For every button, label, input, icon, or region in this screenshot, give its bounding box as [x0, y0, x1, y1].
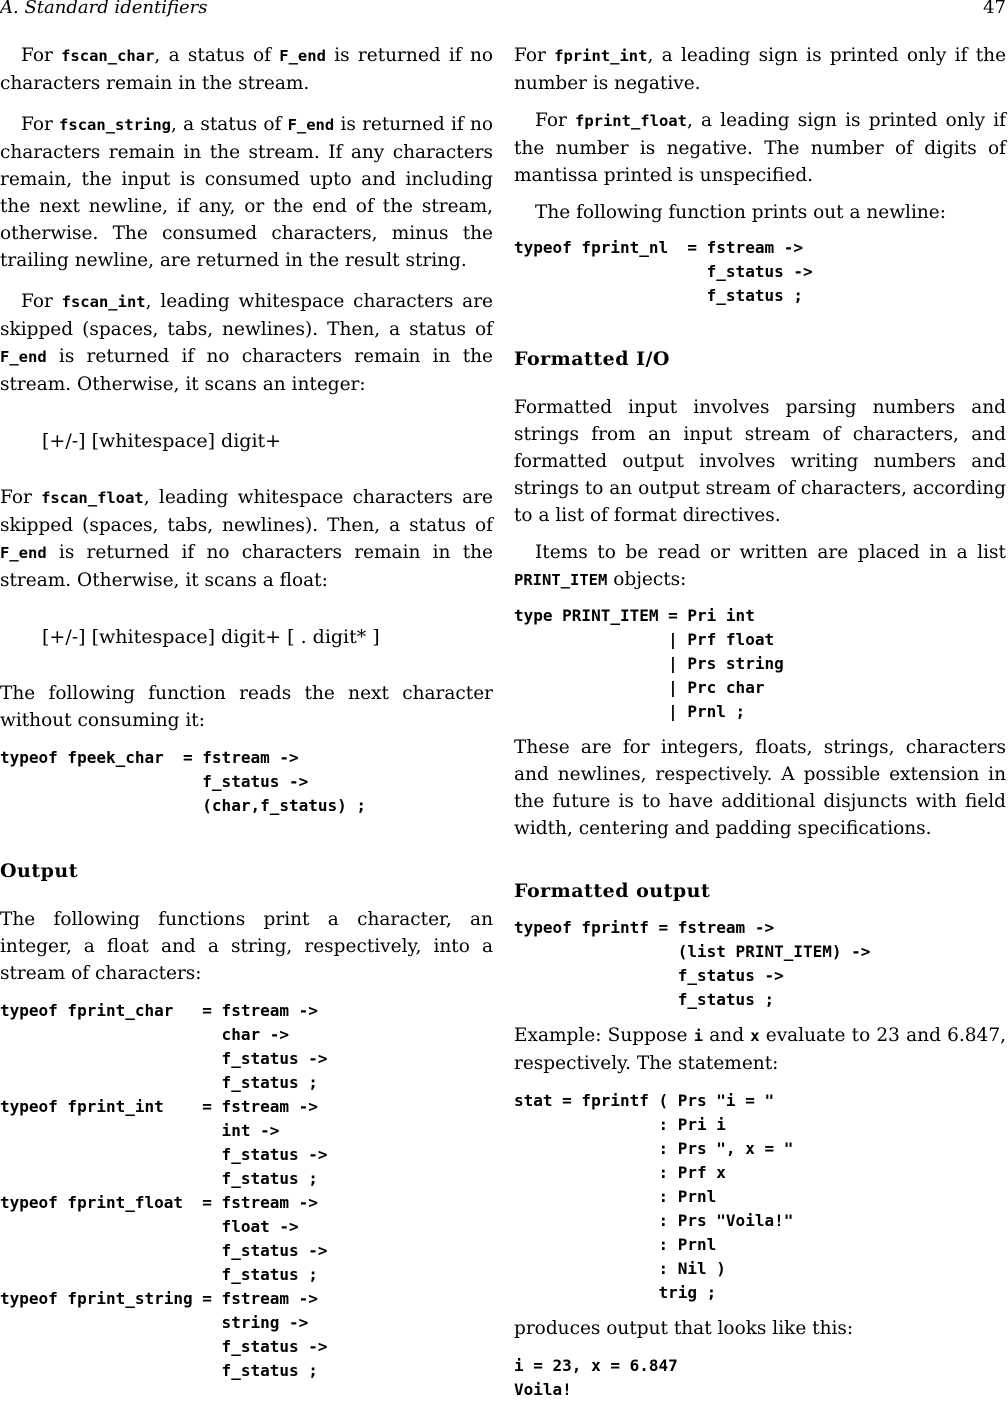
paragraph-newline-intro: The following function prints out a newline: — [535, 202, 946, 223]
heading-formatted-output: Formatted output — [514, 880, 711, 902]
running-section-title: A. Standard identifiers — [0, 0, 208, 18]
code-fprint-nl: typeof fprint_nl = fstream -> f_status -> f_status ; — [514, 238, 813, 305]
paragraph-output-intro: The following functions print a character, an integer, a float and a string, respectively, into a stream of characters: — [0, 909, 493, 984]
paragraph-produces-output: produces output that looks like this: — [514, 1318, 854, 1339]
identifier: fprint_float — [574, 112, 687, 130]
identifier: x — [750, 1027, 760, 1045]
identifier: fprint_int — [554, 47, 648, 65]
paragraph-example: Example: Suppose i and x evaluate to 23 and 6.847, respectively. The statement: — [514, 1025, 1006, 1074]
code-fprintf: typeof fprintf = fstream -> (list PRINT_ITEM) -> f_status -> f_status ; — [514, 918, 871, 1009]
paragraph-formatted-io: Formatted input involves parsing numbers and strings from an input stream of characters, and formatted output involves writing numbers and strings to an output stream of characters, according to a list of format directives. — [514, 397, 1006, 526]
paragraph-fprint-int: For fprint_int, a leading sign is printed only if the number is negative. — [514, 45, 1007, 94]
paragraph-print-items: Items to be read or written are placed in a list PRINT_ITEM objects: — [514, 542, 1006, 590]
heading-formatted-io: Formatted I/O — [514, 348, 670, 370]
identifier: i — [693, 1027, 704, 1045]
identifier: fscan_float — [41, 489, 144, 507]
identifier: F_end — [0, 544, 47, 562]
identifier: fscan_int — [61, 293, 146, 311]
code-fprint-functions: typeof fprint_char = fstream -> char -> f_status -> f_status ; typeof fprint_int = fstream -> int -> f_status -> f_status ; typeof fprint_float = fstream -> float -> f_status -> f_status ; typeof fprint_string = fstream -> string -> f_status -> f_status ; — [0, 1001, 328, 1380]
heading-output: Output — [0, 860, 79, 882]
formula-float: [+/-] [whitespace] digit+ [ . digit* ] — [42, 626, 380, 648]
right-column — [514, 42, 1006, 1402]
paragraph-fscan-char: For fscan_char, a status of F_end is returned if no characters remain in the stream. — [0, 45, 493, 94]
page-header — [0, 0, 1006, 24]
identifier: fscan_string — [59, 116, 172, 134]
paragraph-print-item-explanation: These are for integers, floats, strings, characters and newlines, respectively. A possible extension in the future is to have additional disjuncts with field width, centering and padding specifications. — [514, 737, 1006, 839]
paragraph-fscan-float: For fscan_float, leading whitespace characters are skipped (spaces, tabs, newlines). Then, a status of F_end is returned if no characters remain in the stream. Otherwise, it scans a float: — [0, 487, 493, 591]
identifier: F_end — [279, 47, 326, 65]
code-fpeek-char: typeof fpeek_char = fstream -> f_status -> (char,f_status) ; — [0, 748, 367, 815]
paragraph-fpeek-intro: The following function reads the next character without consuming it: — [0, 683, 493, 731]
code-print-item-type: type PRINT_ITEM = Pri int | Prf float | Prs string | Prc char | Prnl ; — [514, 606, 784, 721]
paragraph-fscan-string: For fscan_string, a status of F_end is returned if no characters remain in the stream. If any characters remain, the input is consumed upto and including the next newline, if any, or the end of the stream, otherwise. The consumed characters, minus the trailing newline, are returned in the result string. — [0, 114, 494, 271]
code-example-output: i = 23, x = 6.847 Voila! — [514, 1356, 678, 1399]
identifier: F_end — [0, 348, 47, 366]
formula-integer: [+/-] [whitespace] digit+ — [42, 430, 282, 452]
identifier: F_end — [287, 116, 335, 134]
page-number: 47 — [983, 0, 1006, 18]
paragraph-fscan-int: For fscan_int, leading whitespace characters are skipped (spaces, tabs, newlines). Then, a status of F_end is returned if no characters remain in the stream. Otherwise, it scans an integer: — [0, 291, 493, 395]
identifier: PRINT_ITEM — [514, 571, 608, 589]
paragraph-fprint-float: For fprint_float, a leading sign is printed only if the number is negative. The number of digits of mantissa printed is unspecified. — [514, 110, 1006, 186]
code-example-statement: stat = fprintf ( Prs "i = " : Pri i : Prs ", x = " : Prf x : Prnl : Prs "Voila!" : Prnl : Nil ) trig ; — [514, 1091, 794, 1302]
left-column — [0, 42, 493, 1383]
identifier: fscan_char — [61, 47, 155, 65]
